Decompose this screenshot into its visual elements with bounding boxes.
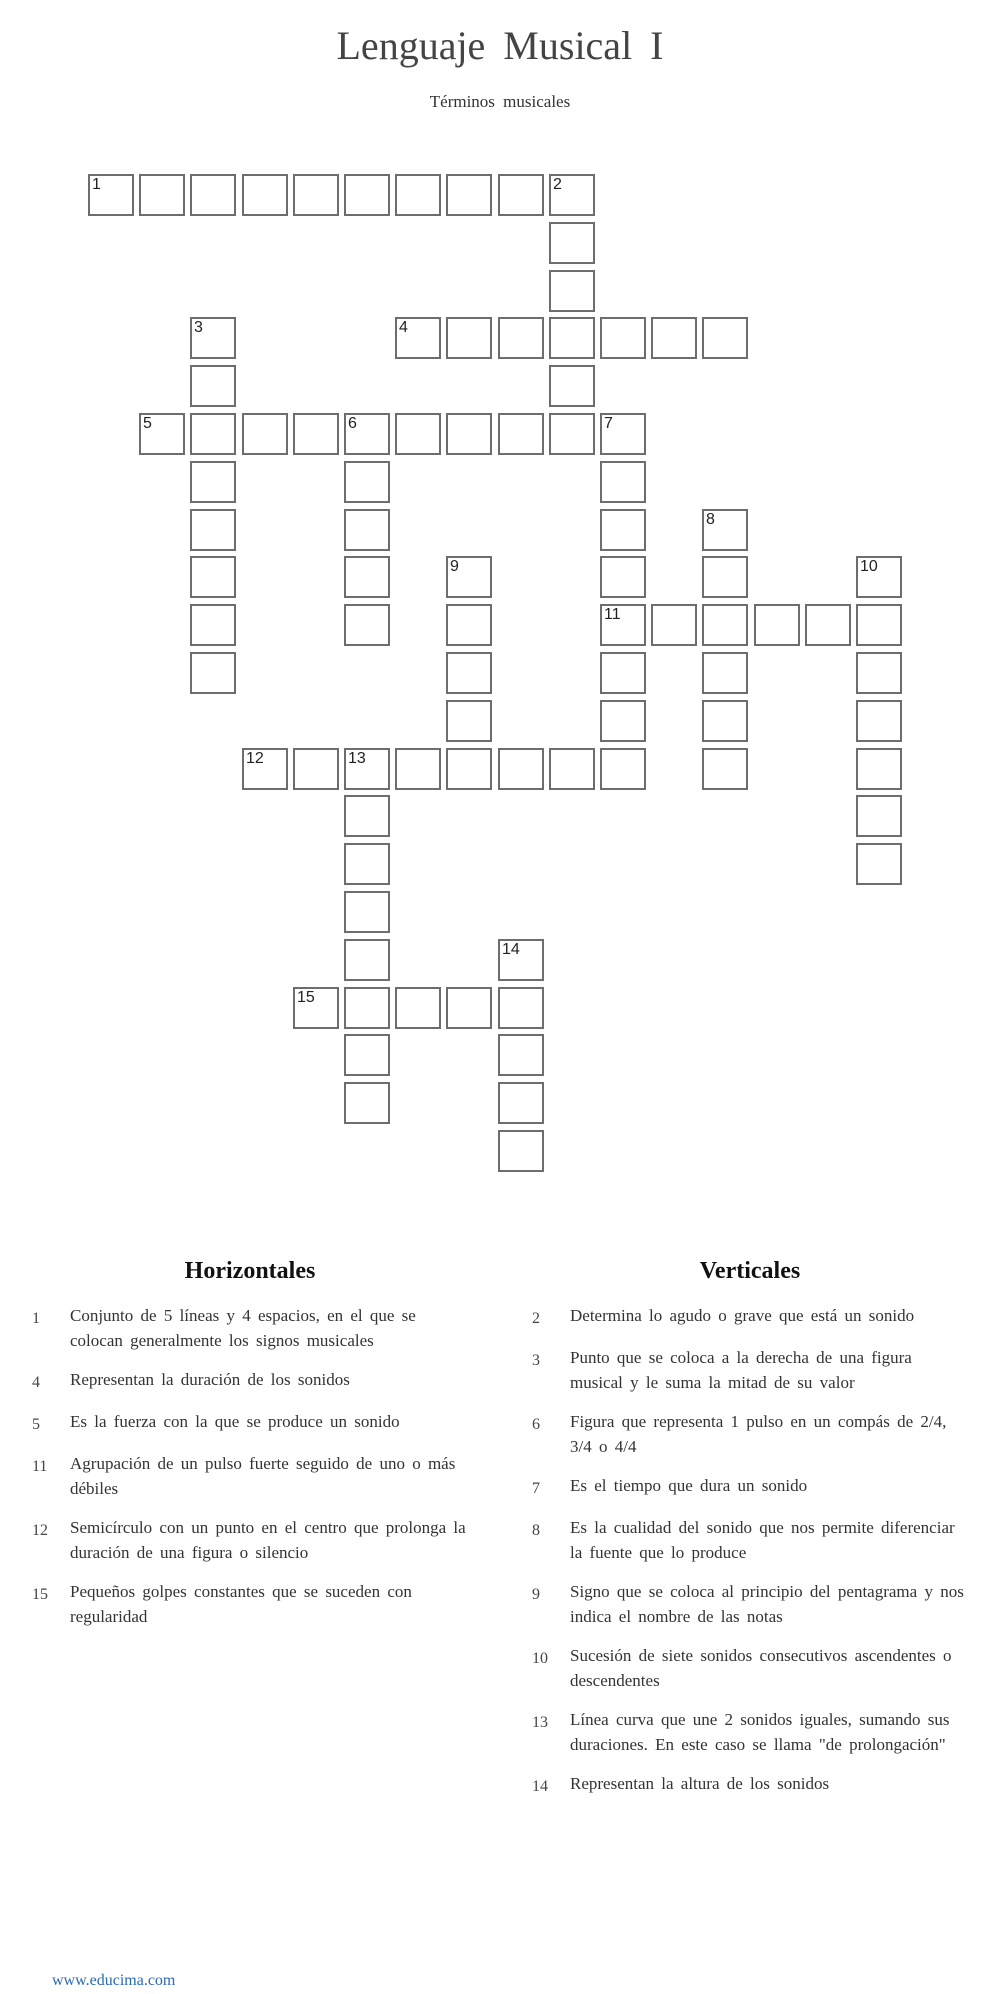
clue-text: Signo que se coloca al principio del pentagrama y nos indica el nombre de las notas [570,1582,964,1626]
crossword-cell[interactable] [242,174,288,216]
cell-number: 4 [399,319,408,336]
crossword-cell[interactable] [856,700,902,742]
crossword-cell[interactable] [600,700,646,742]
crossword-cell[interactable] [446,174,492,216]
crossword-cell[interactable] [344,843,390,885]
crossword-cell[interactable] [702,509,748,551]
cell-number: 14 [502,941,520,958]
clue-number: 2 [532,1310,540,1327]
cell-number: 2 [553,176,562,193]
crossword-cell[interactable] [702,700,748,742]
crossword-cell[interactable] [600,413,646,455]
verticales-heading: Verticales [699,1258,801,1284]
crossword-cell[interactable] [139,174,185,216]
crossword-cell[interactable] [344,509,390,551]
clue-text: Pequeños golpes constantes que se suceden con regularidad [70,1582,412,1626]
cell-number: 3 [194,319,203,336]
clue-number: 8 [532,1522,540,1539]
clue-number: 3 [532,1352,540,1369]
crossword-cell[interactable] [190,652,236,694]
horizontales-heading: Horizontales [184,1258,316,1284]
crossword-cell[interactable] [702,748,748,790]
clue-number: 7 [532,1480,540,1497]
cell-number: 8 [706,511,715,528]
crossword-cell[interactable] [344,1034,390,1076]
crossword-cell[interactable] [600,509,646,551]
clue-text: Sucesión de siete sonidos consecutivos ascendentes o descendentes [570,1646,952,1690]
crossword-cell[interactable] [498,1082,544,1124]
crossword-cell[interactable] [446,317,492,359]
crossword-cell[interactable] [446,748,492,790]
cell-number: 5 [143,415,152,432]
clue-text: Línea curva que une 2 sonidos iguales, sumando sus duraciones. En este caso se llama "de prolongación" [570,1710,950,1754]
crossword-cell[interactable] [344,604,390,646]
crossword-cell[interactable] [344,1082,390,1124]
crossword-cell[interactable] [549,317,595,359]
crossword-cell[interactable] [446,652,492,694]
clue-item [530,1643,970,1693]
crossword-cell[interactable] [446,413,492,455]
crossword-cell[interactable] [190,509,236,551]
crossword-cell[interactable] [549,413,595,455]
clue-item [530,1303,970,1331]
crossword-cell[interactable] [293,748,339,790]
crossword-cell[interactable] [549,174,595,216]
crossword-cell[interactable] [88,174,134,216]
cell-number: 7 [604,415,613,432]
clue-number: 5 [32,1416,40,1433]
clues-verticales [530,1258,970,1813]
crossword-cell[interactable] [344,987,390,1029]
crossword-cell[interactable] [600,317,646,359]
crossword-cell[interactable] [754,604,800,646]
crossword-cell[interactable] [242,748,288,790]
clue-text: Agrupación de un pulso fuerte seguido de uno o más débiles [70,1454,456,1498]
clue-item [530,1707,970,1757]
footer-link[interactable]: www.educima.com [52,1972,176,1989]
crossword-cell[interactable] [549,222,595,264]
crossword-cell[interactable] [498,317,544,359]
crossword-cell[interactable] [498,413,544,455]
cell-number: 15 [297,989,315,1006]
crossword-cell[interactable] [856,795,902,837]
crossword-cell[interactable] [293,413,339,455]
clue-text: Representan la altura de los sonidos [570,1774,830,1793]
clue-item [530,1515,970,1565]
crossword-cell[interactable] [856,748,902,790]
crossword-cell[interactable] [600,652,646,694]
crossword-cell[interactable] [395,317,441,359]
crossword-cell[interactable] [549,365,595,407]
clue-item [530,1345,970,1395]
clue-number: 10 [532,1650,548,1667]
crossword-cell[interactable] [702,652,748,694]
clue-number: 12 [32,1522,48,1539]
clue-number: 11 [32,1458,48,1475]
clue-text: Conjunto de 5 líneas y 4 espacios, en el que se colocan generalmente los signos musicales [70,1306,416,1350]
clue-number: 9 [532,1586,540,1603]
clue-item [30,1579,470,1629]
clue-item [30,1451,470,1501]
clue-item [530,1473,970,1501]
crossword-cell[interactable] [856,556,902,598]
clue-number: 13 [532,1714,548,1731]
clue-item [530,1579,970,1629]
crossword-cell[interactable] [651,317,697,359]
clue-text: Semicírculo con un punto en el centro que prolonga la duración de una figura o silencio [70,1518,466,1562]
crossword-cell[interactable] [702,317,748,359]
clue-item [30,1303,470,1353]
clues-horizontales [30,1258,470,1643]
clue-number: 14 [532,1778,548,1795]
crossword-cell[interactable] [600,461,646,503]
crossword-cell[interactable] [344,461,390,503]
clue-item [30,1515,470,1565]
crossword-cell[interactable] [856,652,902,694]
cell-number: 12 [246,750,264,767]
crossword-cell[interactable] [446,556,492,598]
crossword-cell[interactable] [293,174,339,216]
crossword-cell[interactable] [498,939,544,981]
cell-number: 9 [450,558,459,575]
clue-number: 4 [32,1374,40,1391]
clue-text: Determina lo agudo o grave que está un sonido [570,1306,915,1325]
crossword-cell[interactable] [344,748,390,790]
clue-number: 6 [532,1416,540,1433]
cell-number: 10 [860,558,878,575]
clue-text: Es la cualidad del sonido que nos permite diferenciar la fuente que lo produce [570,1518,955,1562]
crossword-cell[interactable] [344,174,390,216]
crossword-cell[interactable] [498,1034,544,1076]
crossword-cell[interactable] [190,604,236,646]
crossword-cell[interactable] [344,556,390,598]
clue-text: Figura que representa 1 pulso en un compás de 2/4, 3/4 o 4/4 [570,1412,947,1456]
crossword-cell[interactable] [498,174,544,216]
crossword-cell[interactable] [139,413,185,455]
crossword-cell[interactable] [498,1130,544,1172]
page-subtitle: Términos musicales [429,92,571,111]
crossword-cell[interactable] [344,939,390,981]
cell-number: 13 [348,750,366,767]
crossword-cell[interactable] [395,413,441,455]
crossword-cell[interactable] [702,556,748,598]
crossword-cell[interactable] [344,891,390,933]
crossword-cell[interactable] [651,604,697,646]
crossword-cell[interactable] [446,604,492,646]
clue-item [530,1771,970,1799]
crossword-cell[interactable] [395,174,441,216]
clue-item [30,1367,470,1395]
clue-text: Representan la duración de los sonidos [70,1370,350,1389]
clue-number: 15 [32,1586,48,1603]
crossword-cell[interactable] [600,748,646,790]
crossword-cell[interactable] [549,270,595,312]
clue-text: Punto que se coloca a la derecha de una figura musical y le suma la mitad de su valor [570,1348,912,1392]
crossword-cell[interactable] [190,365,236,407]
crossword-cell[interactable] [600,604,646,646]
crossword-cell[interactable] [498,748,544,790]
crossword-cell[interactable] [446,700,492,742]
cell-number: 6 [348,415,357,432]
crossword-cell[interactable] [856,843,902,885]
crossword-cell[interactable] [549,748,595,790]
crossword-cell[interactable] [190,461,236,503]
cell-number: 1 [92,176,101,193]
crossword-cell[interactable] [190,556,236,598]
clue-number: 1 [32,1310,40,1327]
crossword-cell[interactable] [446,987,492,1029]
crossword-cell[interactable] [395,987,441,1029]
crossword-cell[interactable] [498,987,544,1029]
clue-item [530,1409,970,1459]
clue-item [30,1409,470,1437]
clue-text: Es la fuerza con la que se produce un sonido [70,1412,400,1431]
crossword-cell[interactable] [702,604,748,646]
clue-text: Es el tiempo que dura un sonido [570,1476,808,1495]
crossword-cell[interactable] [190,413,236,455]
crossword-cell[interactable] [190,174,236,216]
crossword-cell[interactable] [344,795,390,837]
crossword-cell[interactable] [856,604,902,646]
crossword-cell[interactable] [242,413,288,455]
crossword-cell[interactable] [600,556,646,598]
crossword-cell[interactable] [190,317,236,359]
crossword-cell[interactable] [395,748,441,790]
crossword-cell[interactable] [805,604,851,646]
cell-number: 11 [604,606,621,623]
crossword-cell[interactable] [344,413,390,455]
crossword-cell[interactable] [293,987,339,1029]
page-title: Lenguaje Musical I [336,23,664,68]
